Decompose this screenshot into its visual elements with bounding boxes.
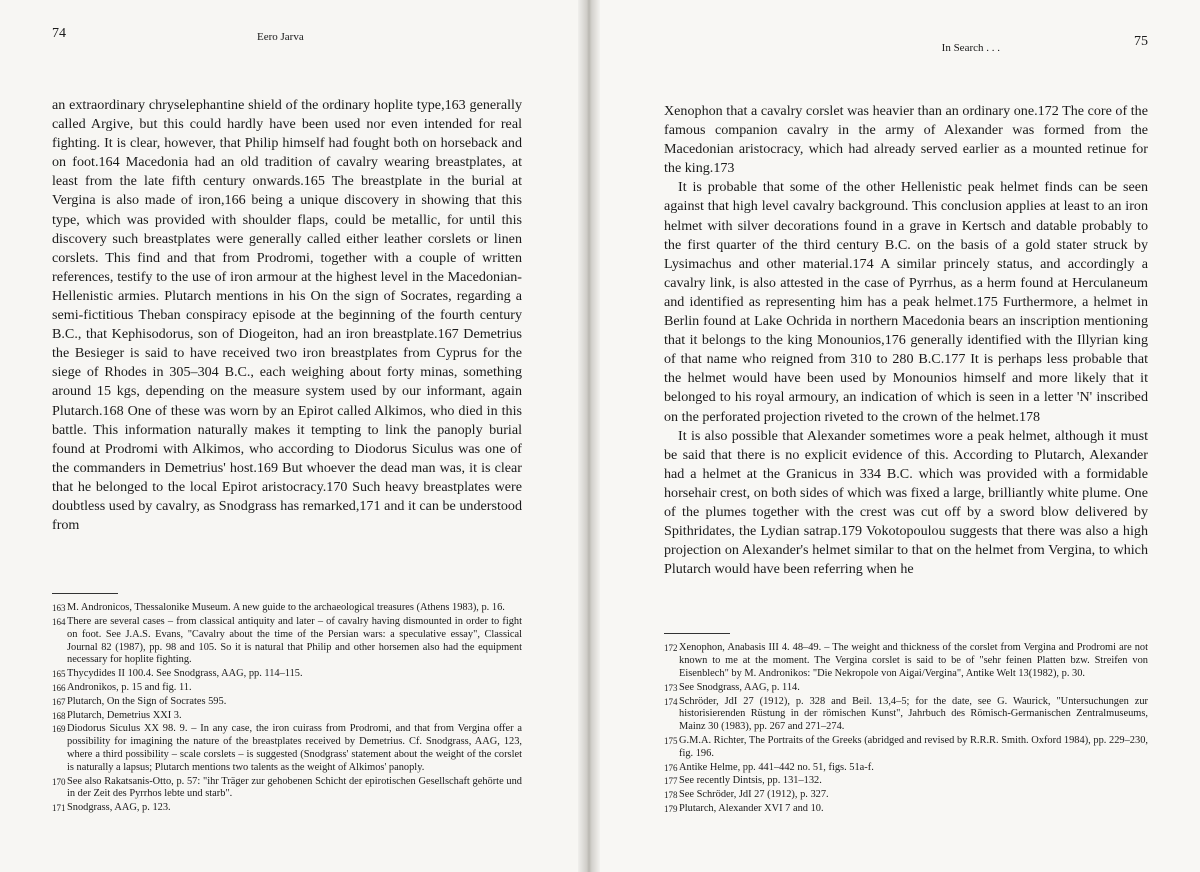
footnote-text: Schröder, JdI 27 (1912), p. 328 and Beil. 13,4–5; for the date, see G. Waurick, "Untersuchungen zur historisierenden Rüstung in der römischen Kunst", Jahrbuch des Römisch-Germanischen Zentralmuseums, Mainz 30 (1983), pp. 267 and 271–274. (679, 695, 1148, 733)
footnote-text: M. Andronicos, Thessalonike Museum. A new guide to the archaeological treasures (Athens 1983), p. 16. (67, 602, 505, 614)
footnote-text: Antike Helme, pp. 441–442 no. 51, figs. 51a-f. (679, 761, 874, 773)
footnote-number: 169 (52, 724, 66, 735)
footnote-text: There are several cases – from classical antiquity and later – of cavalry having dismounted in order to fight on foot. See J.A.S. Evans, "Cavalry about the time of the Persian wars: a speculative essay", Classical Journal 82 (1987), pp. 98 and 105. So it is natural that Philip and other horsemen also had the equipment necessary for hoplite fighting. (67, 615, 522, 666)
footnote-number: 165 (52, 669, 66, 680)
right-paragraph-2: It is probable that some of the other Hellenistic peak helmet finds can be seen against that high level cavalry background. This conclusion applies at least to an iron helmet with silver decorations found in a grave in Kertsch and datable probably to the first quarter of the third century B.C. on the basis of a gold stater struck by Lysimachus and other material.174 A similar princely status, and accordingly a cavalry link, is also attested in the case of Pyrrhus, as a herm found at Herculaneum and identified as representing him has a peak helmet.175 Furthermore, a helmet in Berlin found at Lake Ochrida in northern Macedonia bears an inscription mentioning that it belongs to the king Monounios,176 generally identified with the Illyrian king of that name who reigned from 310 to 280 B.C.177 It is perhaps less probable that the helmet would have been used by Monounios himself and more likely that it belonged to his royal armoury, an indication of which is seen in a letter 'N' inscribed on the perforated projection riveted to the crown of the helmet.178 (664, 179, 1148, 425)
footnote-number: 174 (664, 696, 678, 707)
footnote-number: 178 (664, 790, 678, 801)
right-paragraph-3: It is also possible that Alexander sometimes wore a peak helmet, although it must be said that there is no explicit evidence of this. According to Plutarch, Alexander had a helmet at the Granicus in 334 B.C. which was provided with a formidable horsehair crest, on both sides of which was fixed a large, brilliantly white plume. One of the plumes together with the crest was cut off by a sword blow delivered by Spithridates, the Lydian satrap.179 Vokotopoulou suggests that there was also a high projection on Alexander's helmet similar to that on the helmet from Vergina, to which Plutarch would have been referring when he (664, 427, 1148, 578)
footnote-165 (52, 668, 522, 681)
footnote-text: Andronikos, p. 15 and fig. 11. (67, 681, 192, 693)
footnote-178 (664, 789, 1148, 802)
left-running-title: Eero Jarva (257, 31, 304, 43)
footnote-text: Snodgrass, AAG, p. 123. (67, 802, 171, 814)
footnote-166 (52, 682, 522, 695)
right-running-title: In Search . . . (941, 42, 1000, 54)
footnote-text: Xenophon, Anabasis III 4. 48–49. – The weight and thickness of the corslet from Vergina and Prodromi are not known to me at the moment. The Vergina corslet is said to be of "sehr feinen Platten bzw. Streifen von Eisenblech" by M. Andronikos: "Die Nekropole von Aigai/Vergina", Antike Welt 13(1982), p. 30. (679, 642, 1148, 679)
right-footnote-rule (664, 633, 730, 634)
footnote-number: 164 (52, 616, 66, 627)
right-footnotes (664, 642, 1148, 815)
footnote-text: Thycydides II 100.4. See Snodgrass, AAG, pp. 114–115. (67, 668, 303, 680)
footnote-text: Plutarch, Demetrius XXI 3. (67, 709, 182, 721)
footnote-number: 166 (52, 682, 66, 693)
footnote-179 (664, 803, 1148, 816)
footnote-text: Plutarch, On the Sign of Socrates 595. (67, 695, 227, 707)
right-page-number: 75 (1134, 34, 1148, 49)
left-page-number: 74 (52, 26, 66, 41)
footnote-number: 168 (52, 710, 66, 721)
footnote-number: 171 (52, 803, 66, 814)
footnote-number: 173 (664, 682, 678, 693)
footnote-164 (52, 616, 522, 667)
right-body-text (664, 102, 1148, 579)
left-body-text (52, 96, 522, 535)
footnote-text: See recently Dintsis, pp. 131–132. (679, 775, 822, 787)
left-paragraph-1: an extraordinary chryselephantine shield of the ordinary hoplite type,163 generally called Argive, but this could hardly have been used nor even intended for real fighting. It is clear, however, that Philip himself had fought both on horseback and on foot.164 Macedonia had an old tradition of cavalry wearing breastplates, at least from the late fifth century onwards.165 The breastplate in the burial at Vergina is also made of iron,166 being a unique discovery in showing that this type, which was provided with shoulder flaps, could be metallic, for until this discovery such breastplates were generally called either leather corslets or linen corslets. This find and that from Prodromi, together with a couple of written references, testify to the use of iron armour at the highest level in the Macedonian-Hellenistic armies. Plutarch mentions in his On the sign of Socrates, regarding a semi-fictitious Theban conspiracy episode at the beginning of the fourth century B.C., that Kephisodorus, son of Diogeiton, had an iron breastplate.167 Demetrius the Besieger is said to have received two iron breastplates from Cyprus for the siege of Rhodes in 305–304 B.C., each weighing about forty minas, something around 15 kgs, depending on the measure system used by our informant, again Plutarch.168 One of these was worn by an Epirot called Alkimos, who died in this battle. This information naturally makes it tempting to link the panoply burial found at Prodromi with Alkimos, who according to Diodorus Siculus was one of the commanders in Demetrius' host.169 But whoever the dead man was, it is clear that he belonged to the local Epirot aristocracy.170 Such heavy breastplates were doubtless used by cavalry, as Snodgrass has remarked,171 and it can be understood from (52, 97, 522, 534)
footnote-174 (664, 696, 1148, 734)
footnote-number: 175 (664, 735, 678, 746)
footnote-text: See also Rakatsanis-Otto, p. 57: "ihr Träger zur gehobenen Schicht der epirotischen Gesellschaft gehörte und in der Zeit des Pyrrhos lebte und starb". (67, 775, 522, 800)
footnote-number: 177 (664, 776, 678, 787)
footnote-177 (664, 775, 1148, 788)
footnote-text: Plutarch, Alexander XVI 7 and 10. (679, 802, 824, 814)
footnote-171 (52, 802, 522, 815)
footnote-163 (52, 602, 522, 615)
left-footnotes (52, 602, 522, 815)
right-page (588, 0, 1200, 872)
left-footnote-rule (52, 593, 118, 594)
footnote-number: 163 (52, 603, 66, 614)
footnote-number: 170 (52, 776, 66, 787)
footnote-number: 176 (664, 762, 678, 773)
right-running-head (664, 36, 1148, 56)
footnote-number: 179 (664, 803, 678, 814)
footnote-175 (664, 735, 1148, 761)
footnote-text: Diodorus Siculus XX 98. 9. – In any case, the iron cuirass from Prodromi, and that from Vergina offer a possibility for imagining the nature of the breastplates received by Demetrius. Cf. Snodgrass, AAG, 123, where a third possibility – scale corslets – is suggested (Snodgrass' statement about the weight of the corslet is naturally a lapsus; Plutarch mentions two talents as the weight of Alkimos' panoply. (67, 723, 522, 773)
footnote-number: 172 (664, 643, 678, 654)
footnote-text: G.M.A. Richter, The Portraits of the Greeks (abridged and revised by R.R.R. Smith. Oxford 1984), pp. 229–230, fig. 196. (679, 734, 1148, 759)
right-paragraph-1: Xenophon that a cavalry corslet was heavier than an ordinary one.172 The core of the famous companion cavalry in the army of Alexander was formed from the Macedonian aristocracy, which had already served earlier as a mounted retinue for the king.173 (664, 103, 1148, 177)
footnote-170 (52, 776, 522, 802)
footnote-text: See Schröder, JdI 27 (1912), p. 327. (679, 789, 829, 801)
footnote-172 (664, 642, 1148, 680)
left-page (0, 0, 588, 872)
footnote-167 (52, 696, 522, 709)
footnote-169 (52, 723, 522, 774)
footnote-number: 167 (52, 696, 66, 707)
footnote-173 (664, 682, 1148, 695)
book-gutter (578, 0, 600, 872)
footnote-176 (664, 762, 1148, 775)
footnote-168 (52, 710, 522, 723)
footnote-text: See Snodgrass, AAG, p. 114. (679, 681, 800, 693)
left-running-head (52, 28, 522, 48)
